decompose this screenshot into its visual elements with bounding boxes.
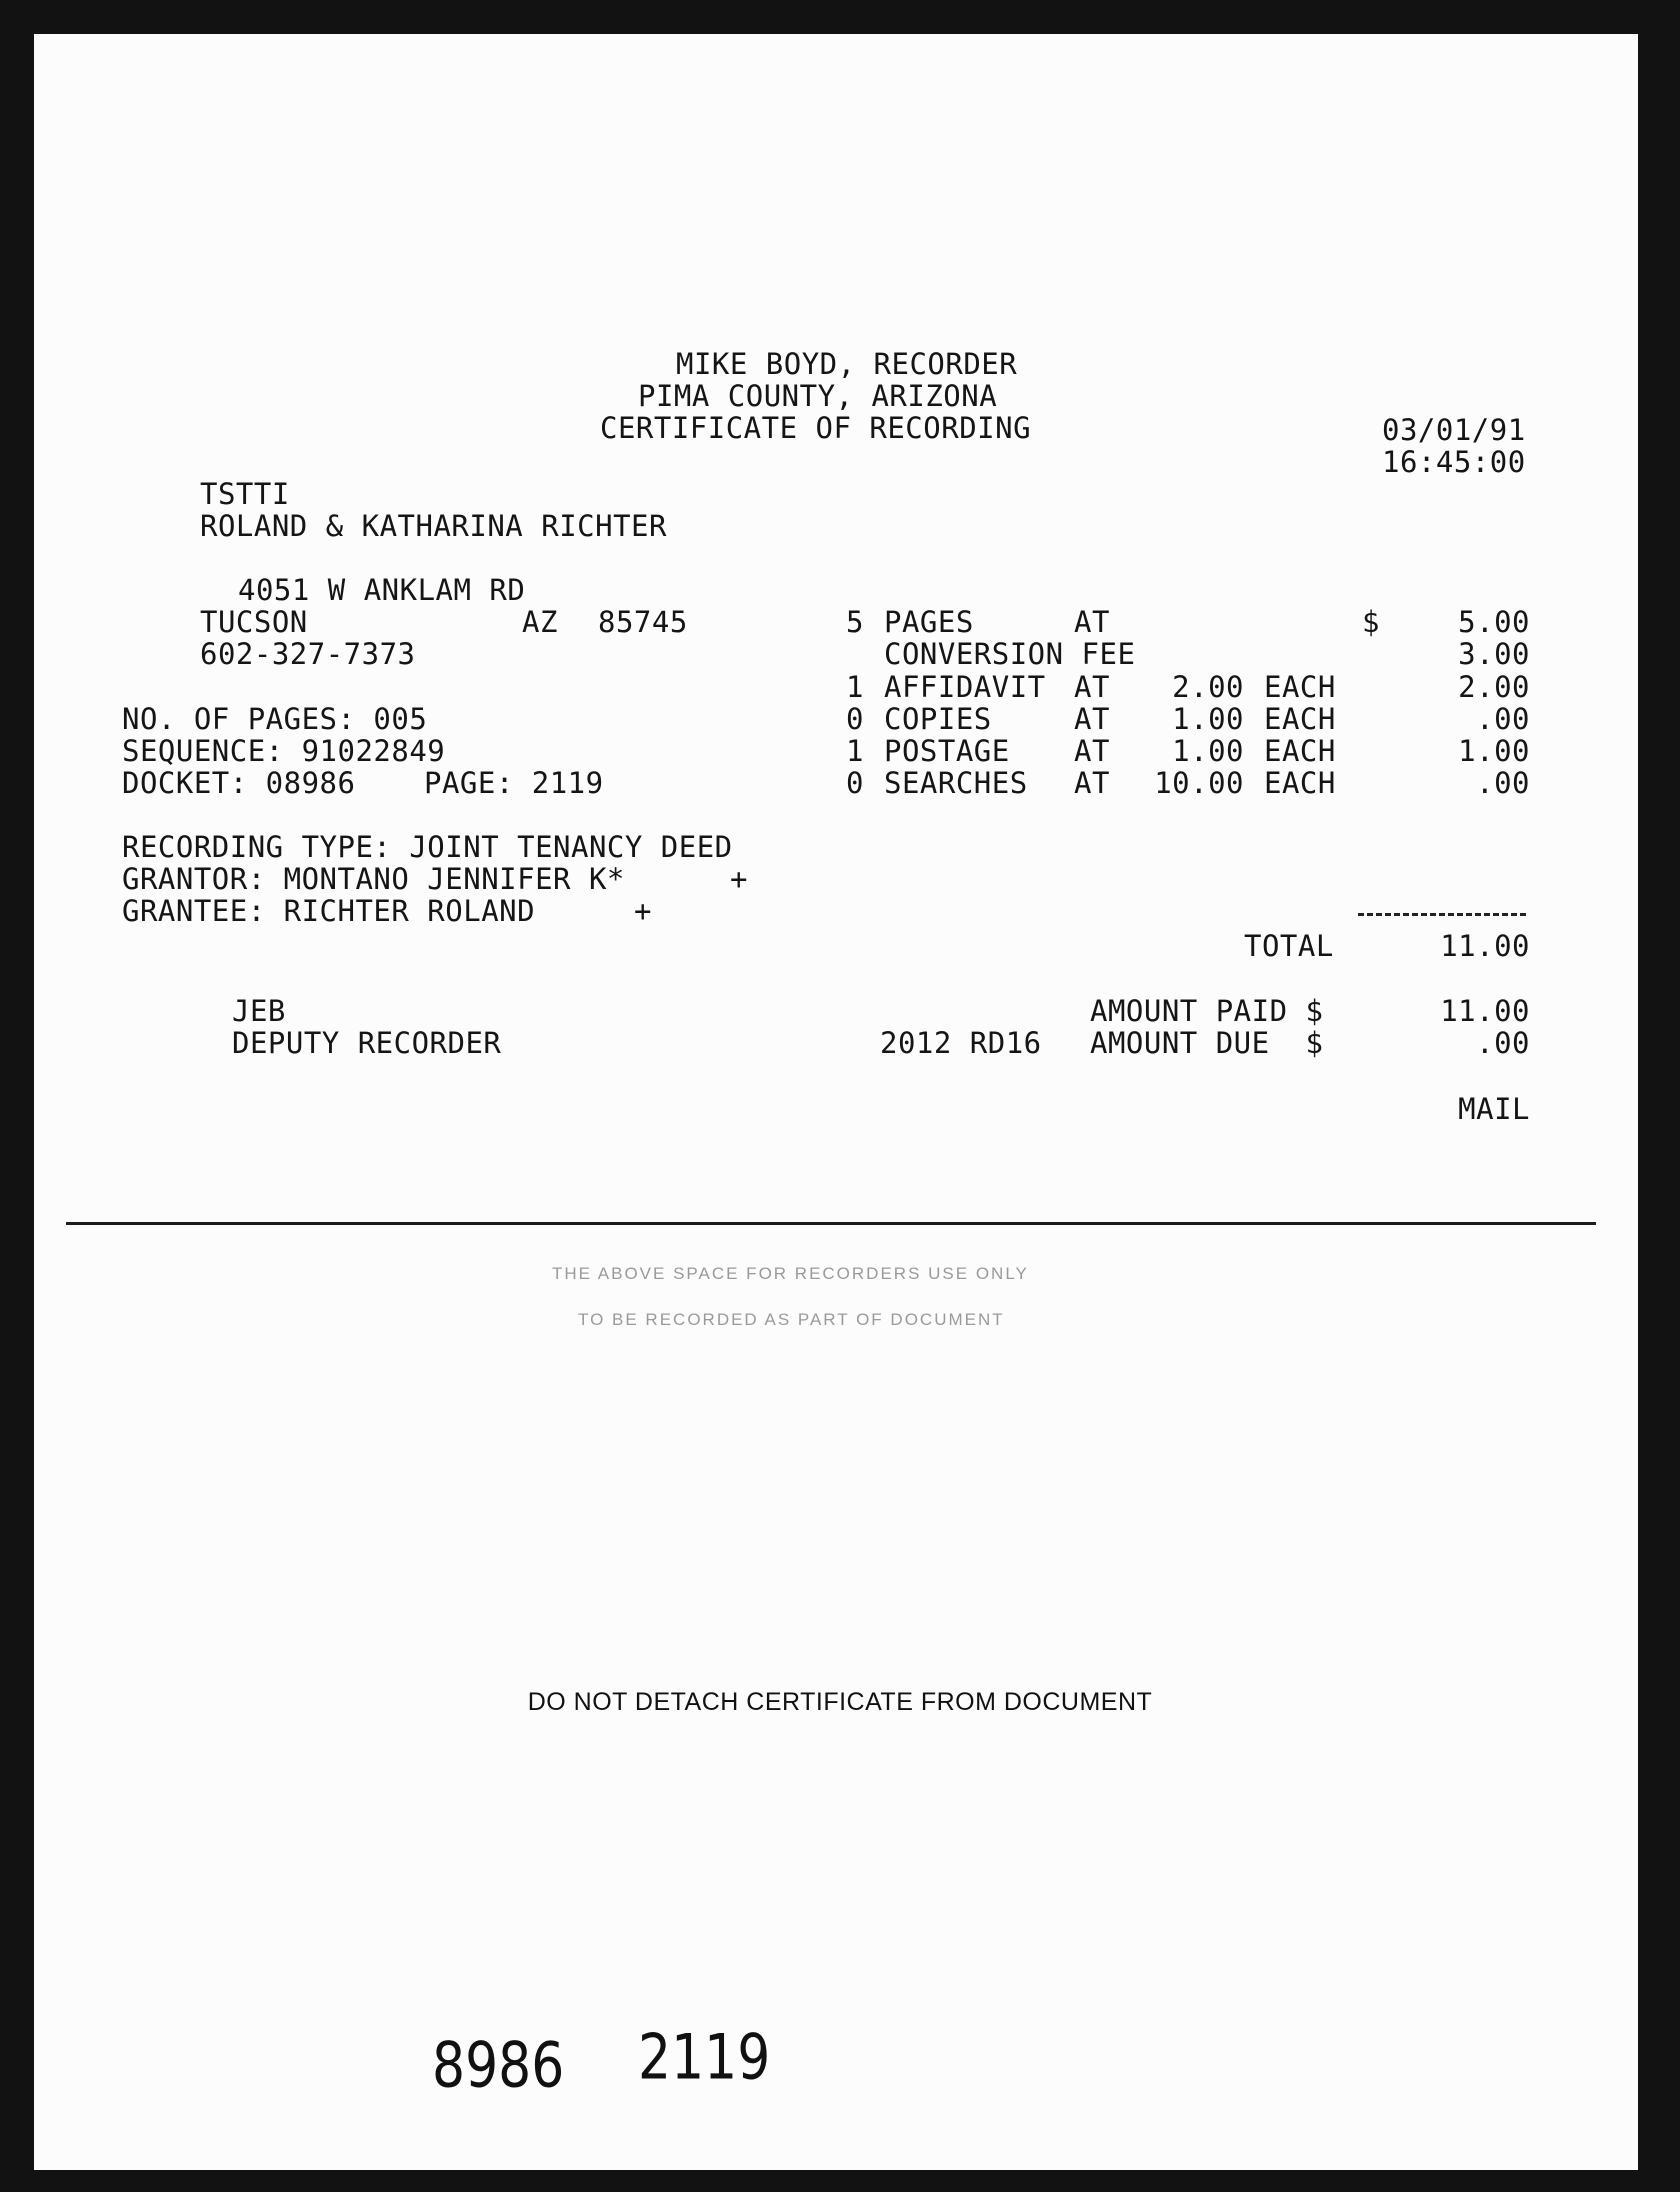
- fee-each: EACH: [1264, 670, 1336, 704]
- addressee-street: 4051 W ANKLAM RD: [238, 573, 526, 607]
- addressee-city: TUCSON: [200, 605, 308, 639]
- record-date: 03/01/91: [1382, 413, 1526, 447]
- sequence-number: SEQUENCE: 91022849: [122, 734, 446, 768]
- fee-each: EACH: [1264, 702, 1336, 736]
- recorders-space-note: THE ABOVE SPACE FOR RECORDERS USE ONLY: [552, 1264, 1029, 1283]
- fee-qty: 1: [846, 734, 864, 768]
- record-time: 16:45:00: [1382, 445, 1526, 479]
- fee-item: POSTAGE: [884, 734, 1010, 768]
- addressee-name: ROLAND & KATHARINA RICHTER: [200, 509, 667, 543]
- total-separator: [1358, 913, 1526, 916]
- deputy-title: DEPUTY RECORDER: [232, 1026, 502, 1060]
- fee-item: CONVERSION FEE: [884, 637, 1136, 671]
- fee-qty: 0: [846, 702, 864, 736]
- addressee-zip: 85745: [598, 605, 688, 639]
- fee-at: AT: [1074, 605, 1110, 639]
- addressee-phone: 602-327-7373: [200, 637, 416, 671]
- fee-rate: 2.00: [1172, 670, 1244, 704]
- grantee-plus: +: [634, 894, 652, 928]
- deputy-initials: JEB: [232, 994, 286, 1028]
- fee-amount: .00: [1476, 766, 1530, 800]
- fee-at: AT: [1074, 734, 1110, 768]
- fee-item: AFFIDAVIT: [884, 670, 1046, 704]
- number-of-pages: NO. OF PAGES: 005: [122, 702, 428, 736]
- amount-paid-label: AMOUNT PAID $: [1090, 994, 1324, 1028]
- handwritten-page: 2119: [638, 2022, 771, 2094]
- amount-due: .00: [1476, 1026, 1530, 1060]
- dollar-sign: $: [1362, 605, 1380, 639]
- fee-qty: 0: [846, 766, 864, 800]
- addressee-code: TSTTI: [200, 477, 290, 511]
- fee-rate: 10.00: [1154, 766, 1244, 800]
- docket-number: DOCKET: 08986: [122, 766, 356, 800]
- fee-each: EACH: [1264, 766, 1336, 800]
- county-name: PIMA COUNTY, ARIZONA: [638, 379, 998, 413]
- fee-amount: 2.00: [1458, 670, 1530, 704]
- fee-at: AT: [1074, 670, 1110, 704]
- fee-qty: 5: [846, 605, 864, 639]
- total-label: TOTAL: [1244, 929, 1334, 963]
- fee-amount: 1.00: [1458, 734, 1530, 768]
- fee-rate: 1.00: [1172, 702, 1244, 736]
- fee-amount: 3.00: [1458, 637, 1530, 671]
- grantor-plus: +: [730, 862, 748, 896]
- grantee: GRANTEE: RICHTER ROLAND: [122, 894, 536, 928]
- detach-notice: DO NOT DETACH CERTIFICATE FROM DOCUMENT: [527, 1688, 1153, 1716]
- handwritten-docket: 8986: [432, 2030, 565, 2102]
- recorder-name: MIKE BOYD, RECORDER: [676, 347, 1018, 381]
- fee-at: AT: [1074, 702, 1110, 736]
- fee-item: PAGES: [884, 605, 974, 639]
- fee-at: AT: [1074, 766, 1110, 800]
- amount-due-label: AMOUNT DUE $: [1090, 1026, 1324, 1060]
- recording-type: RECORDING TYPE: JOINT TENANCY DEED: [122, 830, 733, 864]
- total-amount: 11.00: [1440, 929, 1530, 963]
- fee-amount: .00: [1476, 702, 1530, 736]
- document-part-note: TO BE RECORDED AS PART OF DOCUMENT: [578, 1310, 1005, 1329]
- grantor: GRANTOR: MONTANO JENNIFER K*: [122, 862, 625, 896]
- page-number: PAGE: 2119: [424, 766, 604, 800]
- fee-item: SEARCHES: [884, 766, 1028, 800]
- fee-rate: 1.00: [1172, 734, 1244, 768]
- amount-paid: 11.00: [1440, 994, 1530, 1028]
- divider-line: [66, 1222, 1596, 1225]
- fee-item: COPIES: [884, 702, 992, 736]
- certificate-title: CERTIFICATE OF RECORDING: [600, 411, 1032, 445]
- addressee-state: AZ: [522, 605, 558, 639]
- fee-each: EACH: [1264, 734, 1336, 768]
- fee-amount: 5.00: [1458, 605, 1530, 639]
- delivery-method: MAIL: [1458, 1092, 1530, 1126]
- fee-qty: 1: [846, 670, 864, 704]
- batch-code: 2012 RD16: [880, 1026, 1042, 1060]
